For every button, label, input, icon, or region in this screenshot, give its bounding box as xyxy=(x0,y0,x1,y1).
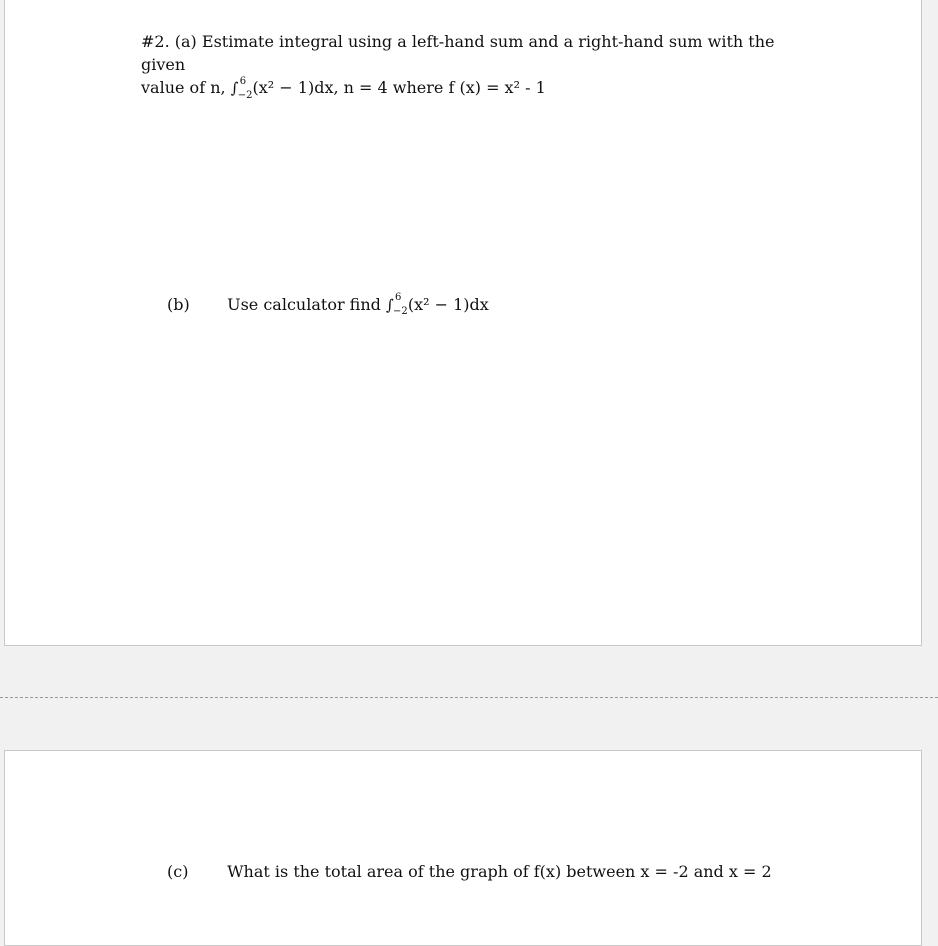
part-b-text: Use calculator find xyxy=(227,295,381,314)
document-page-2 xyxy=(4,750,922,946)
part-a-text-line1: Estimate integral using a left-hand sum and a right-hand sum with the given xyxy=(141,32,775,74)
part-b-label: (b) xyxy=(167,295,190,314)
part-a-integrand: (x² − 1)dx, xyxy=(252,78,339,97)
document-page-1 xyxy=(4,0,922,646)
part-a-text-line2-prefix: value of n, xyxy=(141,78,226,97)
integral-symbol: ∫ xyxy=(386,296,394,314)
part-c-text: What is the total area of the graph of f(x) between x = -2 and x = 2 xyxy=(227,862,772,881)
question-2-part-b xyxy=(167,294,489,316)
part-b-integrand: (x² − 1)dx xyxy=(407,295,489,314)
definite-integral-a xyxy=(230,76,253,101)
part-a-suffix: n = 4 where f (x) = x² - 1 xyxy=(343,78,546,97)
part-a-label: (a) xyxy=(174,32,197,51)
question-2-part-c xyxy=(167,861,772,883)
part-c-label: (c) xyxy=(167,862,189,881)
integral-upper-limit: 6 xyxy=(239,76,247,87)
integral-lower-limit: −2 xyxy=(237,90,253,101)
question-2-part-a xyxy=(141,30,821,100)
page-break-divider xyxy=(0,697,938,698)
integral-upper-limit: 6 xyxy=(395,292,402,303)
question-number: #2. xyxy=(141,32,170,51)
definite-integral-b xyxy=(386,292,408,317)
integral-lower-limit: −2 xyxy=(393,306,408,317)
integral-symbol: ∫ xyxy=(230,79,239,97)
